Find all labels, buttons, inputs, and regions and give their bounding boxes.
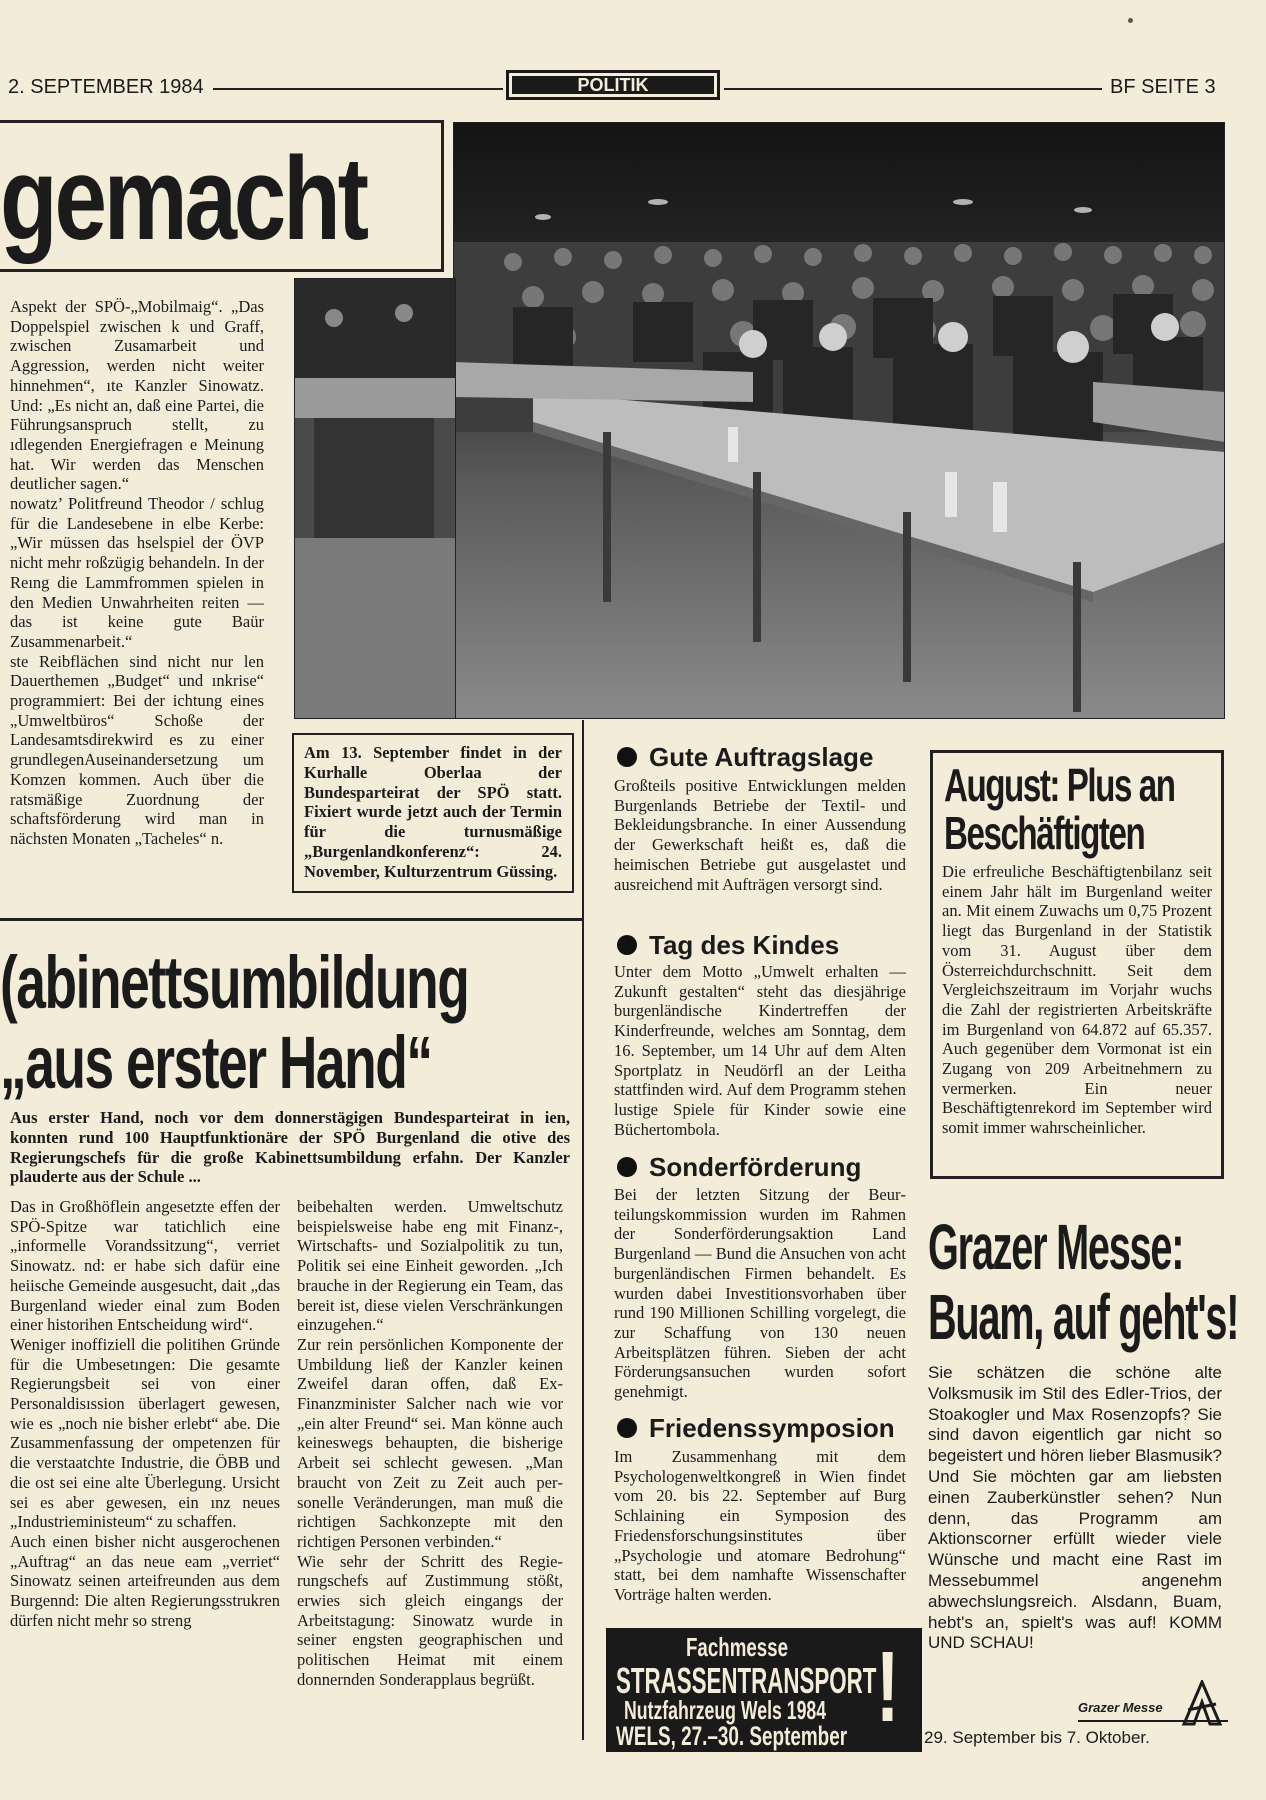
section-label-box (506, 70, 720, 100)
ad-line-4: WELS, 27.–30. September (616, 1721, 848, 1751)
column-rule (582, 720, 584, 1740)
news-item-text: Großteils positive Entwicklungen melden Burgenlands Betriebe der Textil- und Bekleidungsbranche. In einer Aussendung der Gewerkschaft heißt es, daß die heimischen Betriebe gut ausgelastet und ausreichend mit Aufträgen versorgt sind. (614, 776, 906, 894)
bullet-icon (617, 1157, 637, 1177)
kabinett-headline-line2: „aus erster Hand“ (0, 1021, 432, 1104)
top-headline-box (0, 120, 444, 272)
page-number: BF SEITE 3 (1110, 76, 1216, 98)
top-headline: gemacht (0, 133, 366, 265)
header-rule-left (213, 88, 503, 90)
bullet-icon (617, 1418, 637, 1438)
kabinett-headline-line1: (abinettsumbildung (0, 941, 469, 1024)
left-article-paragraph: nowatz’ Politfreund Theodor / schlug für die Landesebene in elbe Kerbe: „Wir müssen das hselspiel der ÖVP nicht mehr roßzügig behandeln. In der Reıng die Lammfrommen spielen in den Medien Unwahrheiten reiten — das ist keine gute Baür Zusammenarbeit.“ (10, 494, 264, 651)
bullet-icon (617, 747, 637, 767)
grazer-text: Sie schätzen die schöne alte Volksmusik im Stil des Edler-Trios, der Stoakogler und Max Rosenzopfs? Sie sind davon eigentlich gar nicht so begeistert und hören lieber Blasmusik? Und Sie möchten gar am liebsten einen Zauberkünstler sehen? Nun denn, das Programm am Aktionscorner erfüllt wieder viele Wünsche und macht eine Rast im Messebummel angenehm abwechslungsreich. Alsdann, Buam, hebt's an, spielt's was auf! KOMM UND SCHAU! (928, 1363, 1222, 1653)
kabinett-paragraph: Zur rein persönlichen Komponente der Umbildung ließ der Kanzler keinen Zweifel daran offen, daß Ex-Finanzminister Salcher nach wie vor „ein alter Freund“ sei. Man könne auch keineswegs behaupten, die bisherige Arbeit sei schlecht gewesen. „Man braucht von Zeit zu Zeit auch personelle Veränderungen, man muß die richtigen Sachkonzepte mit den richtigen Personen verbinden.“ (297, 1334, 563, 1551)
kabinett-paragraph: Auch einen bisher nicht ausgerochenen „Auftrag“ an das neue eam „verriet“ Sinowatz seinen arteifreunden aus dem Burgennd: Die alten Regierungsstrukren dürfen nicht mehr so streng (10, 1531, 280, 1630)
kabinett-paragraph: Das in Großhöflein angesetzte effen der SPÖ-Spitze war tatichlich eine „informelle Vorandssitzung“, verriet Sinowatz. nd: er habe sich dafür eine heiische Gemeinde ausgesucht, dait „das Burgenland wieder einal zum Boden einer historihen Entscheidung wird“. (10, 1197, 280, 1335)
left-article-column (10, 297, 264, 849)
kabinett-paragraph: Weniger inoffiziell die politihen Gründe für die Umbesetıngen: Die gesamte Regierungsbeit sei von einer Personaldisıssion überlagert gewesen, wie es „noch nie bisher erlebt“ abe. Die Zusammenfassung der ompetenzen für die verstaatchte Industrie, die ÖBB und die ost sei eine alte Überlegung. Ursicht sei es aber gewesen, ein ınz neues „Industrieministeum“ zu schaffen. (10, 1334, 280, 1532)
ad-line-1: Fachmesse (686, 1632, 788, 1662)
grazer-messe-logo-text: Grazer Messe (1078, 1700, 1163, 1715)
kabinett-lead: Aus erster Hand, noch vor dem donnerstägigen Bundesparteirat in ien, konnten rund 100 Hauptfunktionäre der SPÖ Burgenland die otive des Regierungschefs für die große Kabinettsumbildung erfahn. Der Kanzler plauderte aus der Schule ... (10, 1108, 570, 1187)
conference-photo (453, 122, 1225, 719)
news-item-title: Gute Auftragslage (617, 742, 873, 773)
news-item-title: Friedenssymposion (617, 1413, 895, 1444)
ad-line-2: STRASSENTRANSPORT (616, 1660, 877, 1701)
photo-caption: Am 13. September findet in der Kurhalle Oberlaa der Bundesparteirat der SPÖ statt. Fixiert wurde jetzt auch der Termin für die turnusmäßige „Burgenlandkonferenz“: 24. November, Kulturzentrum Güssing. (304, 743, 562, 881)
august-text: Die erfreuliche Beschäftigtenbilanz seit einem Jahr hält im Burgenland weiter an. Mit einem Zuwachs um 0,75 Prozent liegt das Burgenland in der Statistik vom 31. August über dem Österreichdurchschnitt. Seit dem Vergleichszeitraum im Vorjahr wuchs die Zahl der registrierten Arbeitskräfte im Burgenland von 64.872 auf 65.357. Auch gegenüber dem Vormonat ist ein Zugang von 209 Arbeitnehmern zu vermerken. Ein neuer Beschäftigtenrekord im September wird somit immer wahrscheinlicher. (942, 862, 1212, 1138)
photo-caption-box (292, 733, 574, 893)
section-label: POLITIK (512, 76, 714, 94)
header-rule-right (724, 88, 1102, 90)
grazer-dates: 29. September bis 7. Oktober. (924, 1728, 1150, 1747)
grazer-headline-line2: Buam, auf geht's! (928, 1281, 1239, 1353)
grazer-messe-logo (1078, 1680, 1228, 1726)
print-speck (1128, 18, 1133, 23)
exclamation-icon: ! (876, 1631, 900, 1743)
issue-date: 2. SEPTEMBER 1984 (8, 76, 204, 98)
august-headline-line2: Beschäftigten (944, 807, 1145, 859)
logo-underline (1078, 1720, 1228, 1722)
ad-line-3: Nutzfahrzeug Wels 1984 (624, 1695, 827, 1725)
august-headline-line1: August: Plus an (944, 759, 1175, 811)
bullet-icon (617, 935, 637, 955)
kabinett-paragraph: beibehalten werden. Umweltschutz beispielsweise habe eng mit Finanz-, Wirtschafts- und Sozialpolitik zu tun, Politik sei eine Einheit geworden. „Ich brauche in der Regierung ein Team, das bereit ist, diese vielen Verschränkungen einzugehen.“ (297, 1197, 563, 1335)
kabinett-paragraph: Wie sehr der Schritt des Regierungschefs auf Zustimmung stößt, erwies sich gleich eingangs der Arbeitstagung: Sinowatz wurde in seiner engsten geographischen und politischen Heimat mit einem donnernden Sonderapplaus begrüßt. (297, 1551, 563, 1689)
news-item-title: Tag des Kindes (617, 930, 839, 961)
kabinett-column-1 (10, 1197, 280, 1630)
left-article-paragraph: Aspekt der SPÖ-„Mobilmaig“. „Das Doppelspiel zwischen k und Graff, zwischen Zusamarbeit und Aggression, werden nicht weiter hinnehmen“, ıte Kanzler Sinowatz. Und: „Es nicht an, daß eine Partei, die Führungsanspruch stellt, zu ıdlegenden Energiefragen e Meinung hat. Wir werden das Menschen deutlicher sagen.“ (10, 297, 264, 494)
grazer-headline-line1: Grazer Messe: (928, 1211, 1184, 1283)
news-item-text: Bei der letzten Sitzung der Beurteilungskommission wurden im Rahmen der Sonderförderungsaktion Land Burgenland — Bund die Ansuchen von acht burgenländischen Firmen behandelt. Es wurden dabei Investitionsvorhaben über rund 190 Millionen Schilling vorgelegt, die zur Schaffung von 130 neuen Arbeitsplätzen führen. Sieben der acht Förderungsansuchen wurden sofort genehmigt. (614, 1185, 906, 1402)
news-item-text: Im Zusammenhang mit dem Psychologenweltkongreß in Wien findet vom 20. bis 22. September auf Burg Schlaining ein Symposion des Friedensforschungsinstitutes über „Psychologie und atomare Bedrohung“ statt, bei dem namhafte Wissenschafter Vorträge halten werden. (614, 1447, 906, 1604)
fachmesse-ad (606, 1628, 922, 1752)
kabinett-column-2 (297, 1197, 563, 1690)
news-item-text: Unter dem Motto „Umwelt erhalten — Zukunft gestalten“ steht das diesjährige burgenländische Kindertreffen der Kinderfreunde, welches am Sonntag, dem 16. September, um 14 Uhr auf dem Alten Sportplatz in Neudörfl an der Leitha stattfinden wird. Auf dem Programm stehen lustige Spiele für Kinder sowie eine Büchertombola. (614, 962, 906, 1139)
photo-left-extension (294, 278, 456, 719)
left-article-paragraph: ste Reibflächen sind nicht nur len Dauerthemen „Budget“ und ınkrise“ programmiert: Bei der ichtung eines „Umweltbüros“ Schoße der Landesamtsdirekwird es zu einer grundlegenAuseinandersetzung um Komzen kommen. Auch über die ratsmäßige Zuordnung der schaftsförderung wird man in nächsten Monaten „Tacheles“ n. (10, 651, 264, 848)
news-item-title: Sonderförderung (617, 1152, 861, 1183)
